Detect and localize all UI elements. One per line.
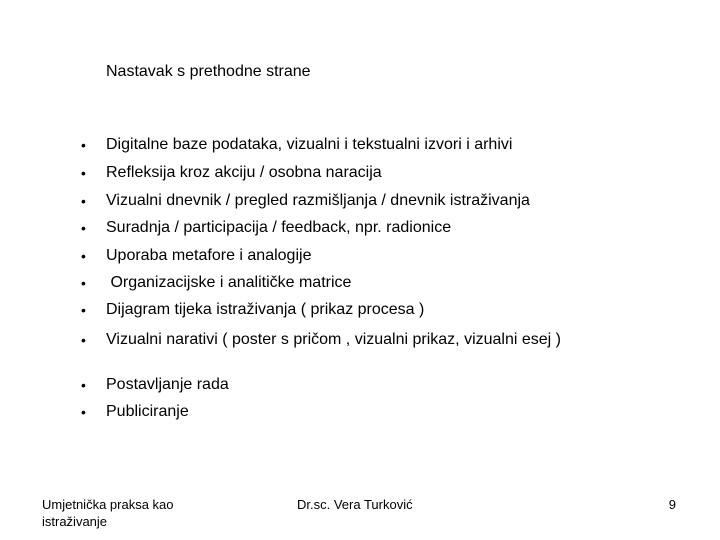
bullet-icon: • (81, 377, 86, 393)
slide-subtitle: Nastavak s prethodne strane (106, 63, 311, 80)
list-item-text: Vizualni dnevnik / pregled razmišljanja / dnevnik istraživanja (106, 192, 530, 209)
list-item-text: Refleksija kroz akciju / osobna naracija (106, 164, 382, 181)
list-item-text: Postavljanje rada (106, 376, 229, 393)
footer-author: Dr.sc. Vera Turković (297, 497, 413, 512)
list-item-text: Digitalne baze podataka, vizualni i tekstualni izvori i arhivi (106, 136, 513, 153)
bullet-icon: • (81, 275, 86, 291)
list-item-text: Dijagram tijeka istraživanja ( prikaz procesa ) (106, 301, 425, 318)
list-item-text: Publiciranje (106, 403, 189, 420)
bullet-icon: • (81, 220, 86, 236)
bullet-icon: • (81, 165, 86, 181)
list-item-text: Uporaba metafore i analogije (106, 247, 312, 264)
footer-course-title: Umjetnička praksa kao istraživanje (42, 497, 174, 529)
bullet-icon: • (81, 248, 86, 264)
bullet-icon: • (81, 193, 86, 209)
list-item-text: Organizacijske i analitičke matrice (106, 274, 352, 291)
bullet-icon: • (81, 332, 86, 348)
bullet-icon: • (81, 137, 86, 153)
footer-page-number: 9 (668, 497, 676, 512)
list-item-text: Suradnja / participacija / feedback, npr. radionice (106, 219, 452, 236)
bullet-icon: • (81, 302, 86, 318)
list-item-text: Vizualni narativi ( poster s pričom , vizualni prikaz, vizualni esej ) (106, 331, 561, 348)
bullet-icon: • (81, 404, 86, 420)
